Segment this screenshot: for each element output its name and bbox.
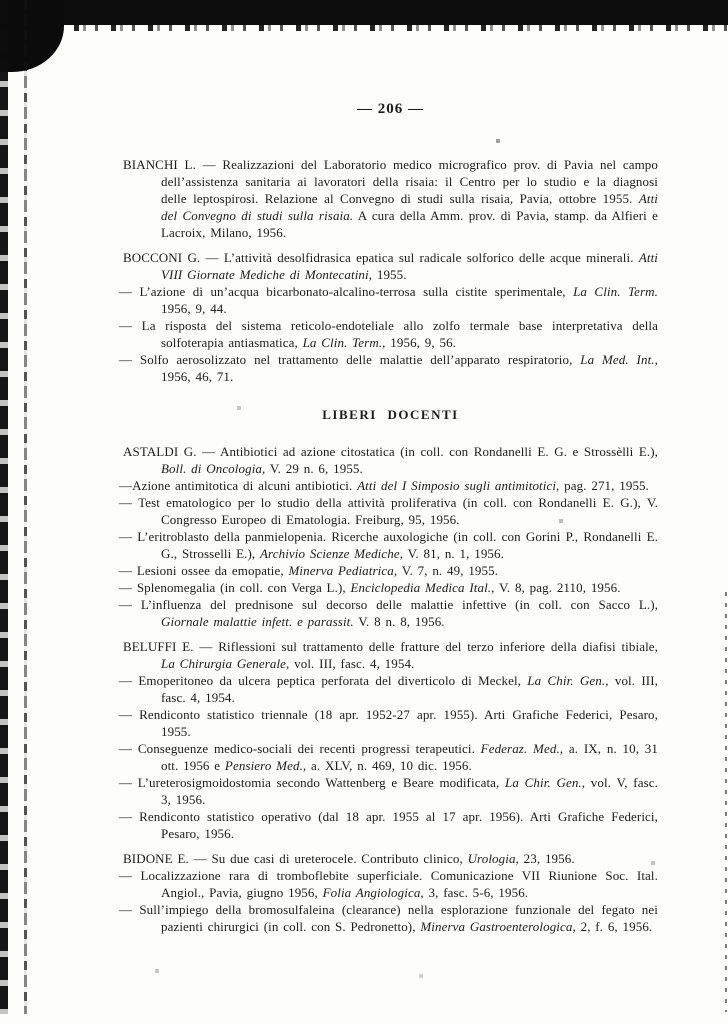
author-group xyxy=(119,638,659,842)
bibliography-entry-continuation xyxy=(119,706,658,740)
bibliography-page xyxy=(119,0,659,943)
journal-title: Folia Angiologica, xyxy=(322,885,424,900)
entry-text: — L’azione di un’acqua bicarbonato-alcalino-terrosa sulla cistite sperimentale, xyxy=(119,284,574,299)
entry-text: pag. 271, 1955. xyxy=(559,478,649,493)
journal-title: La Chir. Gen., xyxy=(505,775,586,790)
author-group xyxy=(123,156,658,241)
journal-title: La Clin. Term. xyxy=(573,284,658,299)
entry-text: — Splenomegalia (in coll. con Verga L.), xyxy=(119,580,351,595)
bibliography-part-2 xyxy=(119,443,659,935)
bibliography-entry-continuation xyxy=(119,283,658,317)
entry-text: V. 29 n. 6, 1955. xyxy=(265,461,363,476)
entry-text: a. XLV, n. 469, 10 dic. 1956. xyxy=(306,758,472,773)
author-group xyxy=(119,443,658,630)
entry-text: — Lesioni ossee da emopatie, xyxy=(119,563,289,578)
entry-text: — La risposta del sistema reticolo-endoteliale allo zolfo termale base interpretativa della solfoterapia antiasmatica, xyxy=(119,318,658,350)
entry-text: vol. III, fasc. 4, 1954. xyxy=(289,656,415,671)
bibliography-entry-continuation xyxy=(119,477,658,494)
entry-text: vol. V, fasc. 3, 1956. xyxy=(161,775,658,807)
page-number: — 206 — xyxy=(357,101,424,117)
entry-text: V. 81, n. 1, 1956. xyxy=(403,546,504,561)
entry-text: — Conseguenze medico-sociali dei recenti progressi terapeutici. xyxy=(119,741,481,756)
entry-text: — Localizzazione rara di tromboflebite superficiale. Comunicazione VII Riunione Soc. Ital. Angiol., Pavia, giugno 1956, xyxy=(119,868,658,900)
journal-title: Minerva Pediatrica, xyxy=(288,563,398,578)
scan-artifact-specks xyxy=(0,0,2,2)
journal-title: La Med. Int., xyxy=(580,352,659,367)
entry-text: BIANCHI L. — Realizzazioni del Laboratorio medico micrografico prov. di Pavia nel campo dell’assistenza sanitaria ai lavoratori della risaia: il Centro per lo studio e la diagnosi delle leptospirosi. Relazione al Convegno di studi sulla risaia, Pavia, ottobre 1955. xyxy=(123,157,658,206)
entry-text: 1956, 9, 44. xyxy=(161,301,227,316)
bibliography-entry-continuation xyxy=(119,596,658,630)
journal-title: Urologia, xyxy=(467,851,519,866)
entry-text: —Azione antimitotica di alcuni antibiotici. xyxy=(119,478,358,493)
author-group xyxy=(119,850,658,935)
entry-text: — Rendiconto statistico operativo (dal 18 apr. 1955 al 17 apr. 1956). Arti Grafiche Federici, Pesaro, 1956. xyxy=(119,809,658,841)
entry-text: ASTALDI G. — Antibiotici ad azione citostatica (in coll. con Rondanelli E. G. e Strossèlli E.), xyxy=(123,444,658,459)
bibliography-entry xyxy=(123,638,658,672)
entry-text: 1956, 9, 56. xyxy=(385,335,457,350)
journal-title: Atti del I Simposio sugli antimitotici, xyxy=(357,478,560,493)
entry-text: — Test ematologico per lo studio della attività proliferativa (in coll. con Rondanelli E. G.), V. Congresso Europeo di Ematologia. Freiburg, 95, 1956. xyxy=(119,495,658,527)
entry-text: BOCCONI G. — L’attività desolfidrasica epatica sul radicale solforico delle acque minerali. xyxy=(123,250,639,265)
scan-artifact-corner-blob xyxy=(0,0,64,72)
entry-text: V. 7, n. 49, 1955. xyxy=(397,563,499,578)
entry-text: — L’eritroblasto della panmielopenia. Ricerche auxologiche (in coll. con Gorini P., Rondanelli E. G., Strosselli E.), xyxy=(119,529,658,561)
journal-title: La Chirurgia Generale, xyxy=(161,656,290,671)
entry-text: 1956, 46, 71. xyxy=(161,369,234,384)
bibliography-entry-continuation xyxy=(119,494,658,528)
bibliography-entry-continuation xyxy=(119,774,658,808)
journal-title: Giornale malattie infett. e parassit. xyxy=(161,614,354,629)
author-group xyxy=(119,249,659,385)
entry-text: BIDONE E. — Su due casi di ureterocele. Contributo clinico, xyxy=(123,851,468,866)
journal-title: La Chir. Gen., xyxy=(527,673,609,688)
entry-text: 23, 1956. xyxy=(518,851,575,866)
bibliography-entry-continuation xyxy=(119,808,658,842)
scan-artifact-left-line xyxy=(24,0,27,1014)
entry-text: — Rendiconto statistico triennale (18 apr. 1952-27 apr. 1955). Arti Grafiche Federici, Pesaro, 1955. xyxy=(119,707,658,739)
bibliography-entry-continuation xyxy=(119,562,658,579)
bibliography-part-1 xyxy=(119,156,659,385)
bibliography-entry-continuation xyxy=(119,901,658,935)
scan-artifact-right-edge xyxy=(725,592,727,1012)
bibliography-entry-continuation xyxy=(119,672,659,706)
journal-title: Enciclopedia Medica Ital., xyxy=(350,580,495,595)
journal-title: Archivio Scienze Mediche, xyxy=(260,546,404,561)
entry-text: 1955. xyxy=(372,267,407,282)
journal-title: Pensiero Med., xyxy=(224,758,307,773)
bibliography-entry xyxy=(123,850,658,867)
journal-title: Minerva Gastroenterologica, xyxy=(420,919,576,934)
entry-text: — Sull’impiego della bromosulfaleina (clearance) nella esplorazione funzionale del fegato nei pazienti chirurgici (in coll. con S. Pedronetto), xyxy=(119,902,658,934)
bibliography-entry-continuation xyxy=(119,740,659,774)
bibliography-entry-continuation xyxy=(119,528,658,562)
entry-text: 3, fasc. 5-6, 1956. xyxy=(423,885,529,900)
entry-text: — Emoperitoneo da ulcera peptica perforata del diverticolo di Meckel, xyxy=(119,673,528,688)
entry-text: V. 8 n. 8, 1956. xyxy=(353,614,445,629)
entry-text: — L’ureterosigmoidostomia secondo Wattenberg e Beare modificata, xyxy=(119,775,506,790)
entry-text: vol. III, fasc. 4, 1954. xyxy=(161,673,659,705)
entry-text: V. 8, pag. 2110, 1956. xyxy=(494,580,621,595)
journal-title: Atti VIII Giornate Mediche di Montecatini, xyxy=(161,250,658,282)
entry-text: — Solfo aerosolizzato nel trattamento delle malattie dell’apparato respiratorio, xyxy=(119,352,581,367)
entry-text: BELUFFI E. — Riflessioni sul trattamento delle fratture del terzo inferiore della diafisi tibiale, xyxy=(123,639,658,654)
scan-artifact-left-binding xyxy=(0,0,8,1014)
bibliography-entry-continuation xyxy=(119,867,658,901)
entry-text: A cura della Amm. prov. di Pavia, stamp. da Alfieri e Lacroix, Milano, 1956. xyxy=(161,208,658,240)
journal-title: Atti del Convegno di studi sulla risaia. xyxy=(161,191,658,223)
entry-text: — L’influenza del prednisone sul decorso delle malattie infettive (in coll. con Sacco L.), xyxy=(119,597,658,612)
journal-title: La Clin. Term., xyxy=(302,335,386,350)
journal-title: Boll. di Oncologia, xyxy=(161,461,266,476)
bibliography-entry xyxy=(123,156,658,241)
bibliography-entry-continuation xyxy=(119,351,659,385)
entry-text: a. IX, n. 10, 31 ott. 1956 e xyxy=(161,741,659,773)
journal-title: Federaz. Med., xyxy=(480,741,564,756)
bibliography-entry xyxy=(123,249,658,283)
entry-text: 2, f. 6, 1956. xyxy=(575,919,653,934)
bibliography-entry-continuation xyxy=(119,317,658,351)
bibliography-entry xyxy=(123,443,658,477)
bibliography-entry-continuation xyxy=(119,579,658,596)
section-header: LIBERI DOCENTI xyxy=(322,407,459,422)
